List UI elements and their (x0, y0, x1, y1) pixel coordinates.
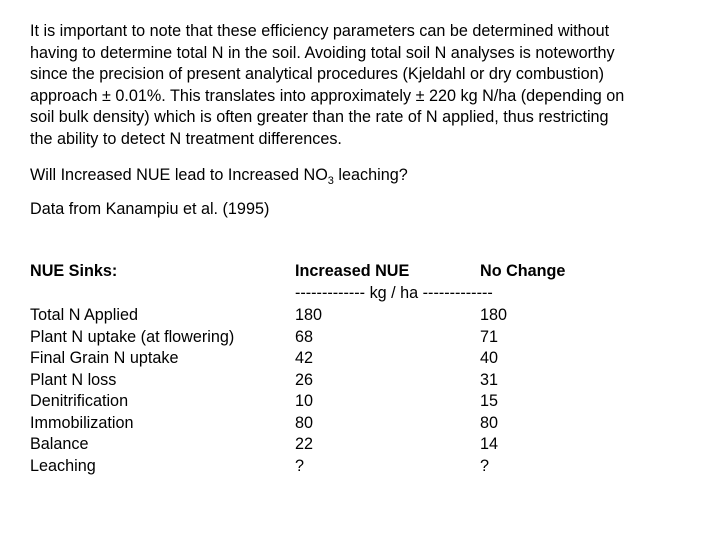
header-increased-nue: Increased NUE (295, 262, 410, 280)
row-increased-value: ? (295, 456, 305, 475)
row-label: Immobilization (30, 413, 134, 432)
question-suffix: leaching? (333, 166, 408, 184)
row-label: Total N Applied (30, 306, 138, 324)
row-label: Plant N uptake (at flowering) (30, 327, 235, 346)
row-label: Plant N loss (30, 370, 117, 389)
intro-paragraph (30, 21, 710, 151)
data-source: Data from Kanampiu et al. (1995) (30, 200, 270, 218)
row-no-change-value: 15 (480, 392, 499, 410)
question-subscript: 3 (327, 175, 334, 187)
paragraph-line: since the precision of present analytical procedures (Kjeldahl or dry combustion) (30, 65, 605, 84)
row-label: Final Grain N uptake (30, 349, 179, 367)
paragraph-line: the ability to detect N treatment differences. (30, 129, 342, 148)
row-no-change-value: 180 (480, 306, 508, 324)
row-increased-value: 22 (295, 435, 314, 453)
question-heading (30, 164, 408, 186)
row-increased-value: 42 (295, 349, 314, 367)
paragraph-line: soil bulk density) which is often greater than the rate of N applied, thus restricting (30, 108, 609, 127)
header-sinks: NUE Sinks: (30, 262, 118, 280)
row-increased-value: 10 (295, 392, 314, 410)
row-no-change-value: 31 (480, 370, 499, 389)
row-no-change-value: 71 (480, 327, 499, 346)
row-label: Balance (30, 435, 89, 453)
row-increased-value: 68 (295, 327, 314, 346)
paragraph-line: It is important to note that these efficiency parameters can be determined without (30, 22, 610, 40)
row-label: Denitrification (30, 392, 129, 410)
row-label: Leaching (30, 456, 96, 475)
paragraph-line: approach ± 0.01%. This translates into approximately ± 220 kg N/ha (depending on (30, 86, 625, 105)
units-row: ------------- kg / ha ------------- (295, 284, 493, 302)
row-no-change-value: 40 (480, 349, 499, 367)
row-increased-value: 26 (295, 370, 314, 389)
row-increased-value: 180 (295, 306, 323, 324)
row-no-change-value: 80 (480, 413, 499, 432)
question-prefix: Will Increased NUE lead to Increased NO (30, 166, 328, 184)
paragraph-line: having to determine total N in the soil. Avoiding total soil N analyses is noteworthy (30, 43, 615, 62)
header-no-change: No Change (480, 262, 566, 280)
row-no-change-value: 14 (480, 435, 499, 453)
row-increased-value: 80 (295, 413, 314, 432)
row-no-change-value: ? (480, 456, 490, 475)
